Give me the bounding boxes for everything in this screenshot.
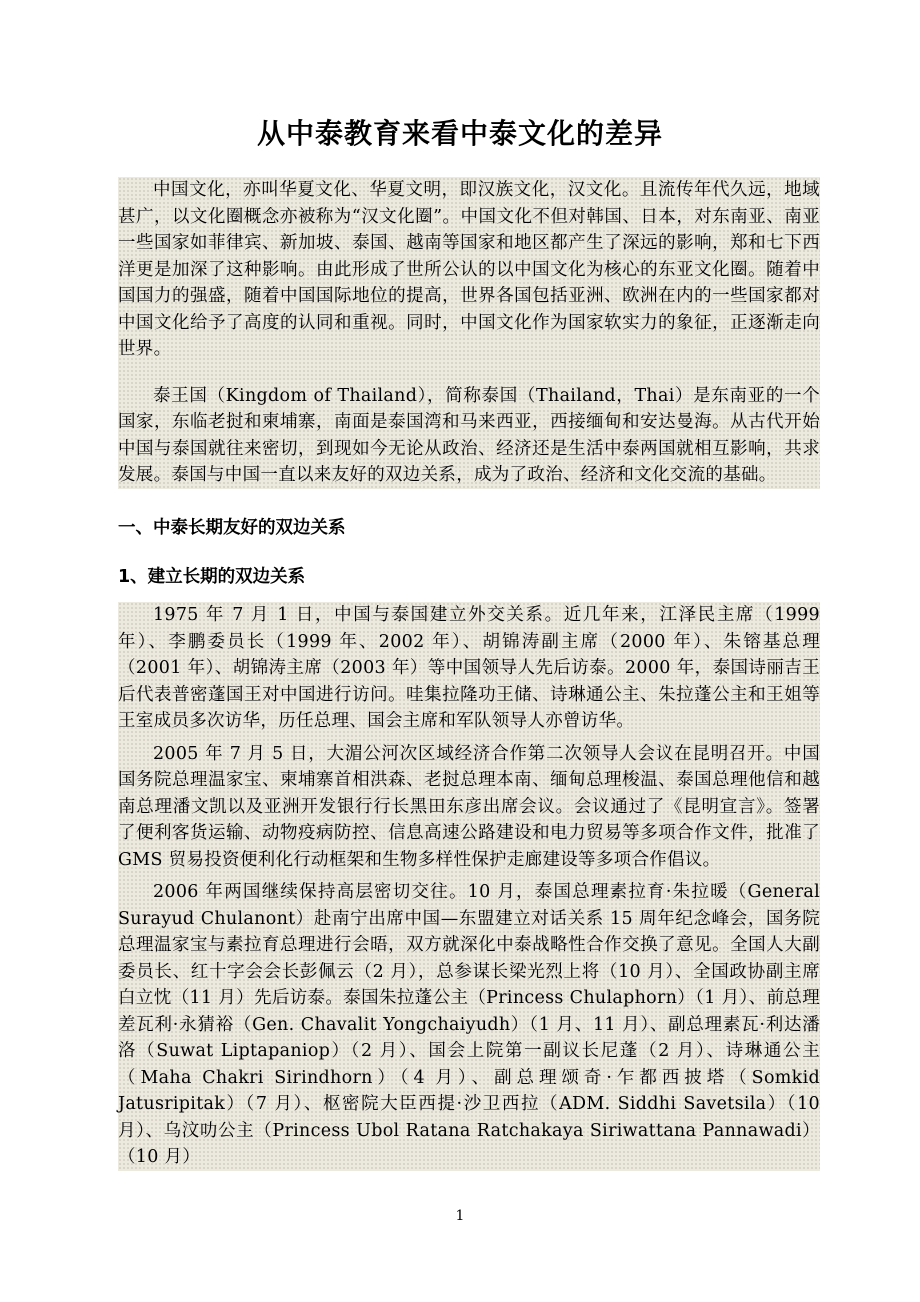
section-heading: 一、中泰长期友好的双边关系 [118, 518, 346, 538]
body-block [118, 602, 820, 1171]
body-paragraph-2: 2005 年 7 月 5 日，大湄公河次区域经济合作第二次领导人会议在昆明召开。中国国务院总理温家宝、柬埔寨首相洪森、老挝总理本南、缅甸总理梭温、泰国总理他信和越南总理潘文凯以及亚洲开发银行行长黑田东彦出席会议。会议通过了《昆明宣言》。签署了便利客货运输、动物疫病防控、信息高速公路建设和电力贸易等多项合作文件，批准了 GMS 贸易投资便利化行动框架和生物多样性保护走廊建设等多项合作倡议。 [118, 743, 820, 870]
document-title: 从中泰教育来看中泰文化的差异 [256, 117, 663, 150]
body-paragraph-3: 2006 年两国继续保持高层密切交往。10 月，泰国总理素拉育·朱拉暖（General Surayud Chulanont）赴南宁出席中国—东盟建立对话关系 15 周年纪念峰会，国务院总理温家宝与素拉育总理进行会晤，双方就深化中泰战略性合作交换了意见。全国人大副委员长、红十字会会长彭佩云（2 月），总参谋长梁光烈上将（10 月）、全国政协副主席白立忱（11 月）先后访泰。泰国朱拉蓬公主（Princess Chulaphorn）（1 月）、前总理差瓦利·永猜裕（Gen. Chavalit Yongchaiyudh）（1 月、11 月）、副总理素瓦·利达潘洛（Suwat Liptapaniop）（2 月）、国会上院第一副议长尼蓬（2 月）、诗琳通公主（Maha Chakri Sirindhorn）（4 月）、副总理颂奇·乍都西披塔（Somkid Jatusripitak）（7 月）、枢密院大臣西提·沙卫西拉（ADM. Siddhi Savetsila）（10 月）、乌汶叻公主（Princess Ubol Ratana Ratchakaya Siriwattana Pannawadi）（10 月） [118, 882, 820, 1167]
intro-paragraph-2: 泰王国（Kingdom of Thailand），简称泰国（Thailand，Thai）是东南亚的一个国家，东临老挝和柬埔寨，南面是泰国湾和马来西亚，西接缅甸和安达曼海。从古代开始中国与泰国就往来密切，到现如今无论从政治、经济还是生活中泰两国就相互影响，共求发展。泰国与中国一直以来友好的双边关系，成为了政治、经济和文化交流的基础。 [118, 385, 820, 485]
subsection-heading: 1、建立长期的双边关系 [118, 567, 306, 587]
intro-block [118, 177, 820, 489]
body-paragraph-1: 1975 年 7 月 1 日，中国与泰国建立外交关系。近几年来，江泽民主席（1999 年）、李鹏委员长（1999 年、2002 年）、胡锦涛副主席（2000 年）、朱镕基总理（2001 年）、胡锦涛主席（2003 年）等中国领导人先后访泰。2000 年，泰国诗丽吉王后代表普密蓬国王对中国进行访问。哇集拉隆功王储、诗琳通公主、朱拉蓬公主和王姐等王室成员多次访华，历任总理、国会主席和军队领导人亦曾访华。 [118, 605, 820, 731]
intro-paragraph-1: 中国文化，亦叫华夏文化、华夏文明，即汉族文化，汉文化。且流传年代久远，地域甚广，以文化圈概念亦被称为“汉文化圈”。中国文化不但对韩国、日本，对东南亚、南亚一些国家如菲律宾、新加坡、泰国、越南等国家和地区都产生了深远的影响，郑和七下西洋更是加深了这种影响。由此形成了世所公认的以中国文化为核心的东亚文化圈。随着中国国力的强盛，随着中国国际地位的提高，世界各国包括亚洲、欧洲在内的一些国家都对中国文化给予了高度的认同和重视。同时，中国文化作为国家软实力的象征，正逐渐走向世界。 [118, 180, 820, 359]
page-number: 1 [455, 1208, 465, 1224]
